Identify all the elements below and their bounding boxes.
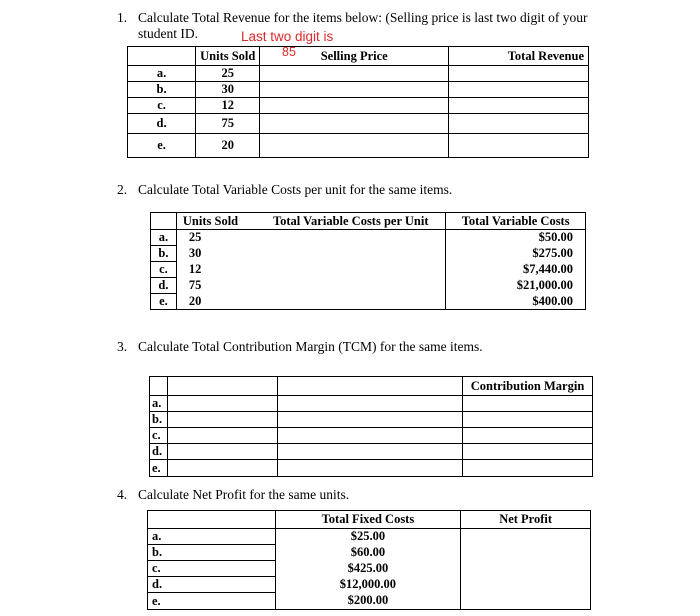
net-profit-cell[interactable] (461, 529, 591, 545)
tvc-cell: $21,000.00 (446, 278, 586, 294)
selling-price-cell[interactable] (260, 82, 449, 98)
total-revenue-cell[interactable] (449, 114, 589, 134)
revenue-table (127, 46, 589, 158)
selling-price-cell[interactable] (260, 114, 449, 134)
q1-number: 1. (117, 10, 128, 25)
net-profit-cell[interactable] (461, 545, 591, 561)
q4-number: 4. (117, 487, 128, 502)
table-header (128, 47, 196, 66)
contribution-margin-cell[interactable] (463, 412, 593, 428)
row-label: b. (148, 545, 276, 561)
net-profit-cell[interactable] (461, 561, 591, 577)
units-cell: 20 (196, 134, 260, 158)
q3-number: 3. (117, 339, 128, 354)
tvc-per-unit-cell[interactable] (256, 294, 446, 310)
row-label: a. (148, 529, 276, 545)
q2-number: 2. (117, 182, 128, 197)
row-label: d. (148, 577, 276, 593)
answer-cell[interactable] (167, 412, 277, 428)
tfc-cell: $12,000.00 (275, 577, 461, 593)
row-label: b. (128, 82, 196, 98)
answer-cell[interactable] (277, 412, 462, 428)
tvc-cell: $50.00 (446, 230, 586, 246)
row-label: d. (128, 114, 196, 134)
table-header (151, 213, 177, 230)
table-header: Contribution Margin (463, 377, 593, 396)
tvc-per-unit-cell[interactable] (256, 230, 446, 246)
units-cell: 30 (176, 246, 256, 262)
q1-text-line2: student ID. (138, 26, 198, 41)
units-cell: 25 (176, 230, 256, 246)
selling-price-cell[interactable] (260, 66, 449, 82)
row-label: c. (151, 262, 177, 278)
table-header (167, 377, 277, 396)
answer-cell[interactable] (167, 428, 277, 444)
answer-cell[interactable] (277, 428, 462, 444)
row-label: b. (150, 412, 168, 428)
handwritten-note-value: 85 (282, 45, 296, 59)
row-label: c. (148, 561, 276, 577)
selling-price-cell[interactable] (260, 98, 449, 114)
tvc-cell: $275.00 (446, 246, 586, 262)
table-header: Net Profit (461, 511, 591, 529)
q3-text: Calculate Total Contribution Margin (TCM) for the same items. (138, 339, 483, 354)
table-header: Total Variable Costs per Unit (256, 213, 446, 230)
row-label: e. (148, 593, 276, 610)
variable-cost-table (150, 212, 586, 310)
answer-cell[interactable] (277, 460, 462, 477)
table-header (150, 377, 168, 396)
answer-cell[interactable] (167, 444, 277, 460)
net-profit-cell[interactable] (461, 577, 591, 593)
row-label: b. (151, 246, 177, 262)
row-label: d. (150, 444, 168, 460)
units-cell: 25 (196, 66, 260, 82)
tvc-cell: $7,440.00 (446, 262, 586, 278)
tfc-cell: $425.00 (275, 561, 461, 577)
q2-text: Calculate Total Variable Costs per unit for the same items. (138, 182, 453, 197)
row-label: e. (150, 460, 168, 477)
table-header: Selling Price (260, 47, 449, 66)
table-header: Total Variable Costs (446, 213, 586, 230)
row-label: a. (151, 230, 177, 246)
answer-cell[interactable] (277, 396, 462, 412)
units-cell: 75 (176, 278, 256, 294)
row-label: e. (128, 134, 196, 158)
tvc-per-unit-cell[interactable] (256, 262, 446, 278)
net-profit-cell[interactable] (461, 593, 591, 610)
row-label: e. (151, 294, 177, 310)
contribution-margin-cell[interactable] (463, 396, 593, 412)
tfc-cell: $200.00 (275, 593, 461, 610)
table-header: Units Sold (196, 47, 260, 66)
tfc-cell: $25.00 (275, 529, 461, 545)
tvc-per-unit-cell[interactable] (256, 246, 446, 262)
selling-price-cell[interactable] (260, 134, 449, 158)
table-header (148, 511, 276, 529)
table-header (277, 377, 462, 396)
tvc-per-unit-cell[interactable] (256, 278, 446, 294)
q4-text: Calculate Net Profit for the same units. (138, 487, 350, 502)
row-label: a. (128, 66, 196, 82)
row-label: c. (128, 98, 196, 114)
net-profit-table (147, 510, 591, 610)
units-cell: 12 (196, 98, 260, 114)
row-label: d. (151, 278, 177, 294)
table-header: Total Revenue (449, 47, 589, 66)
units-cell: 30 (196, 82, 260, 98)
q1-text-line1: Calculate Total Revenue for the items below: (Selling price is last two digit of your (138, 10, 588, 25)
answer-cell[interactable] (277, 444, 462, 460)
table-header: Total Fixed Costs (275, 511, 461, 529)
units-cell: 12 (176, 262, 256, 278)
contribution-margin-table (149, 376, 593, 477)
tfc-cell: $60.00 (275, 545, 461, 561)
answer-cell[interactable] (167, 396, 277, 412)
handwritten-note-label: Last two digit is (241, 29, 334, 44)
contribution-margin-cell[interactable] (463, 428, 593, 444)
total-revenue-cell[interactable] (449, 66, 589, 82)
tvc-cell: $400.00 (446, 294, 586, 310)
contribution-margin-cell[interactable] (463, 444, 593, 460)
total-revenue-cell[interactable] (449, 134, 589, 158)
answer-cell[interactable] (167, 460, 277, 477)
row-label: c. (150, 428, 168, 444)
total-revenue-cell[interactable] (449, 98, 589, 114)
units-cell: 20 (176, 294, 256, 310)
total-revenue-cell[interactable] (449, 82, 589, 98)
contribution-margin-cell[interactable] (463, 460, 593, 477)
table-header: Units Sold (176, 213, 256, 230)
row-label: a. (150, 396, 168, 412)
units-cell: 75 (196, 114, 260, 134)
